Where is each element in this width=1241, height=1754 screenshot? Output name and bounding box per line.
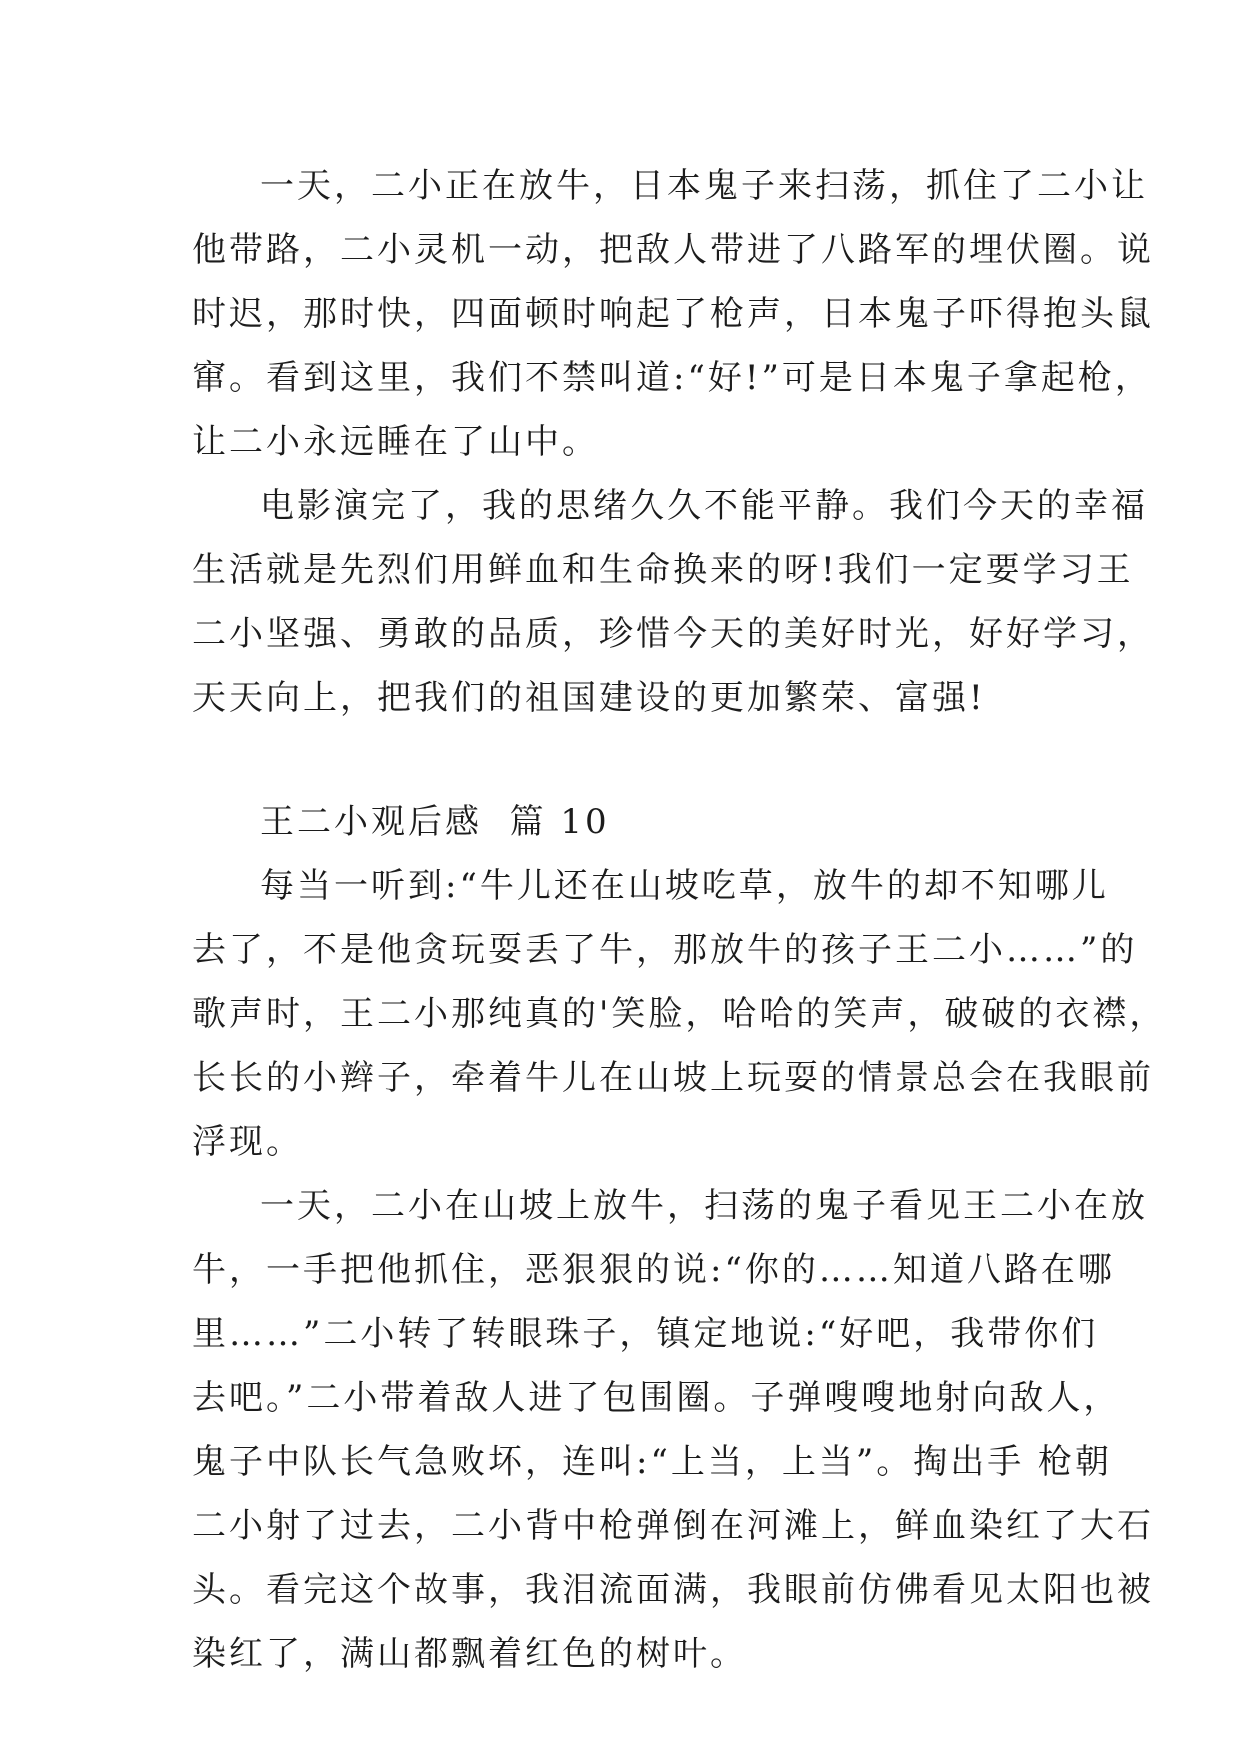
paragraph-line: 每当一听到:“牛儿还在山坡吃草，放牛的却不知哪儿 (260, 866, 1109, 906)
paragraph-line: 歌声时，王二小那纯真的'笑脸，哈哈的笑声，破破的衣襟， (192, 994, 1167, 1034)
section-heading: 王二小观后感 篇 10 (260, 802, 610, 842)
paragraph-line: 浮现。 (192, 1122, 303, 1162)
paragraph-line: 二小射了过去，二小背中枪弹倒在河滩上，鲜血染红了大石 (192, 1506, 1154, 1546)
paragraph-line: 染红了，满山都飘着红色的树叶。 (192, 1634, 747, 1674)
paragraph-line: 电影演完了，我的思绪久久不能平静。我们今天的幸福 (260, 486, 1148, 526)
paragraph-line: 长长的小辫子，牵着牛儿在山坡上玩耍的情景总会在我眼前 (192, 1058, 1154, 1098)
paragraph-line: 让二小永远睡在了山中。 (192, 422, 599, 462)
paragraph-line: 时迟，那时快，四面顿时响起了枪声，日本鬼子吓得抱头鼠 (192, 294, 1154, 334)
paragraph-line: 一天，二小在山坡上放牛，扫荡的鬼子看见王二小在放 (260, 1186, 1148, 1226)
paragraph-line: 头。看完这个故事，我泪流面满，我眼前仿佛看见太阳也被 (192, 1570, 1154, 1610)
paragraph-line: 生活就是先烈们用鲜血和生命换来的呀!我们一定要学习王 (192, 550, 1134, 590)
paragraph-line: 二小坚强、勇敢的品质，珍惜今天的美好时光，好好学习， (192, 614, 1154, 654)
paragraph-line: 鬼子中队长气急败坏，连叫:“上当，上当”。掏出手 枪朝 (192, 1442, 1113, 1482)
paragraph-line: 一天，二小正在放牛，日本鬼子来扫荡，抓住了二小让 (260, 166, 1148, 206)
paragraph-line: 牛，一手把他抓住，恶狠狠的说:“你的……知道八路在哪 (192, 1250, 1115, 1290)
paragraph-line: 去了，不是他贪玩耍丢了牛，那放牛的孩子王二小……”的 (192, 930, 1138, 970)
paragraph-line: 去吧。”二小带着敌人进了包围圈。子弹嗖嗖地射向敌人， (192, 1378, 1121, 1418)
paragraph-line: 里……”二小转了转眼珠子，镇定地说:“好吧，我带你们 (192, 1314, 1099, 1354)
paragraph-line: 天天向上，把我们的祖国建设的更加繁荣、富强! (192, 678, 986, 718)
paragraph-line: 窜。看到这里，我们不禁叫道:“好!”可是日本鬼子拿起枪， (192, 358, 1152, 398)
paragraph-line: 他带路，二小灵机一动，把敌人带进了八路军的埋伏圈。说 (192, 230, 1154, 270)
